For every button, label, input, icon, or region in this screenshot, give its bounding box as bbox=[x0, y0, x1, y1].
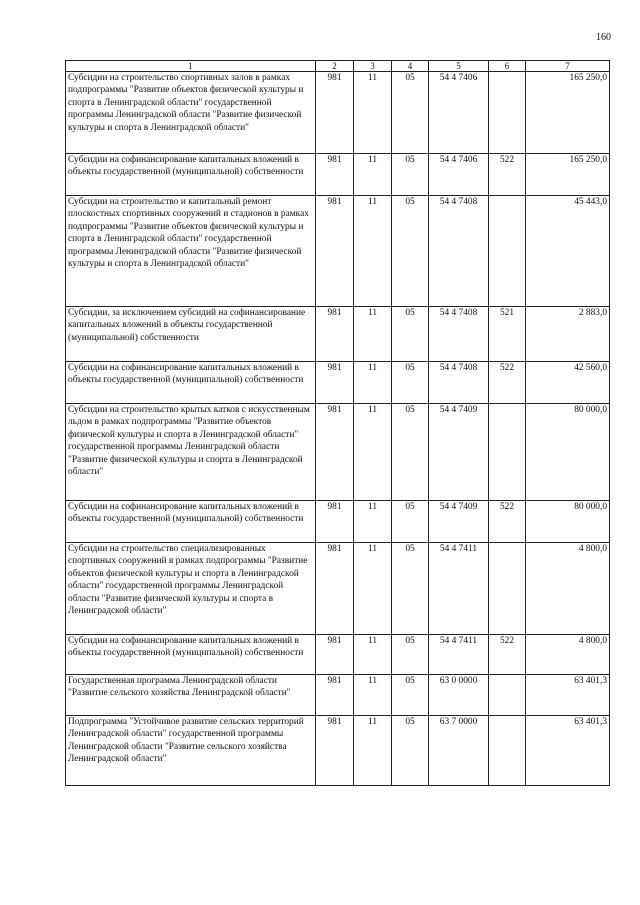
table-row bbox=[66, 154, 610, 196]
header-col-6: 6 bbox=[489, 61, 526, 72]
row-amount: 42 560,0 bbox=[526, 362, 610, 404]
row-subsection-code: 05 bbox=[392, 362, 429, 404]
table-row bbox=[66, 404, 610, 501]
row-target-article: 54 4 7411 bbox=[429, 543, 489, 635]
row-target-article: 54 4 7406 bbox=[429, 72, 489, 154]
row-section-code: 11 bbox=[354, 72, 392, 154]
row-expense-type bbox=[489, 72, 526, 154]
row-subsection-code: 05 bbox=[392, 501, 429, 543]
row-grbs-code: 981 bbox=[316, 196, 354, 307]
row-grbs-code: 981 bbox=[316, 154, 354, 196]
row-section-code: 11 bbox=[354, 362, 392, 404]
row-subsection-code: 05 bbox=[392, 196, 429, 307]
row-grbs-code: 981 bbox=[316, 501, 354, 543]
row-grbs-code: 981 bbox=[316, 543, 354, 635]
table-row bbox=[66, 543, 610, 635]
row-amount: 4 800,0 bbox=[526, 543, 610, 635]
table-row bbox=[66, 72, 610, 154]
row-target-article: 54 4 7409 bbox=[429, 501, 489, 543]
row-name: Субсидии на софинансирование капитальных вложений в объекты государственной (муниципальной) собственности bbox=[66, 154, 316, 196]
row-subsection-code: 05 bbox=[392, 635, 429, 675]
row-subsection-code: 05 bbox=[392, 154, 429, 196]
row-expense-type: 522 bbox=[489, 362, 526, 404]
table-row bbox=[66, 196, 610, 307]
row-amount: 45 443,0 bbox=[526, 196, 610, 307]
table-row bbox=[66, 501, 610, 543]
row-target-article: 63 7 0000 bbox=[429, 716, 489, 786]
row-expense-type bbox=[489, 716, 526, 786]
header-col-4: 4 bbox=[392, 61, 429, 72]
row-subsection-code: 05 bbox=[392, 543, 429, 635]
row-grbs-code: 981 bbox=[316, 72, 354, 154]
row-target-article: 54 4 7408 bbox=[429, 307, 489, 362]
row-amount: 63 401,3 bbox=[526, 675, 610, 716]
table-header bbox=[66, 61, 610, 72]
row-subsection-code: 05 bbox=[392, 675, 429, 716]
row-amount: 165 250,0 bbox=[526, 72, 610, 154]
row-target-article: 54 4 7406 bbox=[429, 154, 489, 196]
table-row bbox=[66, 675, 610, 716]
row-grbs-code: 981 bbox=[316, 675, 354, 716]
row-target-article: 54 4 7409 bbox=[429, 404, 489, 501]
page-number: 160 bbox=[596, 32, 611, 43]
row-amount: 80 000,0 bbox=[526, 404, 610, 501]
table-row bbox=[66, 307, 610, 362]
row-amount: 63 401,3 bbox=[526, 716, 610, 786]
row-name: Субсидии, за исключением субсидий на софинансирование капитальных вложений в объекты государственной (муниципальной) собственности bbox=[66, 307, 316, 362]
row-amount: 4 800,0 bbox=[526, 635, 610, 675]
row-name: Субсидии на строительство специализированных спортивных сооружений в рамках подпрограммы "Развитие объектов физической культуры и спорта в Ленинградской области" государственной программы Ленинградской области "Развитие физической культуры и спорта в Ленинградской области" bbox=[66, 543, 316, 635]
row-expense-type bbox=[489, 196, 526, 307]
row-amount: 80 000,0 bbox=[526, 501, 610, 543]
row-amount: 2 883,0 bbox=[526, 307, 610, 362]
header-row bbox=[66, 61, 610, 72]
row-grbs-code: 981 bbox=[316, 307, 354, 362]
row-subsection-code: 05 bbox=[392, 716, 429, 786]
row-name: Субсидии на строительство крытых катков с искусственным льдом в рамках подпрограммы "Развитие объектов физической культуры и спорта в Ленинградской области" государственной программы Ленинградской области "Развитие физической культуры и спорта в Ленинградской области" bbox=[66, 404, 316, 501]
row-subsection-code: 05 bbox=[392, 72, 429, 154]
row-name: Субсидии на строительство спортивных залов в рамках подпрограммы "Развитие объектов физической культуры и спорта в Ленинградской области" государственной программы Ленинградской области "Развитие физической культуры и спорта в Ленинградской области" bbox=[66, 72, 316, 154]
header-col-2: 2 bbox=[316, 61, 354, 72]
row-section-code: 11 bbox=[354, 635, 392, 675]
row-expense-type: 522 bbox=[489, 635, 526, 675]
row-name: Субсидии на софинансирование капитальных вложений в объекты государственной (муниципальной) собственности bbox=[66, 362, 316, 404]
row-section-code: 11 bbox=[354, 154, 392, 196]
row-expense-type: 522 bbox=[489, 154, 526, 196]
row-grbs-code: 981 bbox=[316, 404, 354, 501]
row-section-code: 11 bbox=[354, 196, 392, 307]
row-section-code: 11 bbox=[354, 404, 392, 501]
row-expense-type: 521 bbox=[489, 307, 526, 362]
row-grbs-code: 981 bbox=[316, 362, 354, 404]
row-name: Субсидии на софинансирование капитальных вложений в объекты государственной (муниципальной) собственности bbox=[66, 635, 316, 675]
row-name: Субсидии на строительство и капитальный ремонт плоскостных спортивных сооружений и стадионов в рамках подпрограммы "Развитие объектов физической культуры и спорта в Ленинградской области" государственной программы Ленинградской области "Развитие физической культуры и спорта в Ленинградской области" bbox=[66, 196, 316, 307]
row-expense-type bbox=[489, 543, 526, 635]
row-expense-type: 522 bbox=[489, 501, 526, 543]
row-target-article: 54 4 7408 bbox=[429, 196, 489, 307]
row-section-code: 11 bbox=[354, 675, 392, 716]
table-row bbox=[66, 362, 610, 404]
row-target-article: 54 4 7408 bbox=[429, 362, 489, 404]
row-target-article: 54 4 7411 bbox=[429, 635, 489, 675]
row-target-article: 63 0 0000 bbox=[429, 675, 489, 716]
row-expense-type bbox=[489, 675, 526, 716]
budget-table bbox=[65, 60, 610, 786]
row-amount: 165 250,0 bbox=[526, 154, 610, 196]
row-section-code: 11 bbox=[354, 716, 392, 786]
header-col-7: 7 bbox=[526, 61, 610, 72]
row-subsection-code: 05 bbox=[392, 404, 429, 501]
header-col-5: 5 bbox=[429, 61, 489, 72]
row-name: Подпрограмма "Устойчивое развитие сельских территорий Ленинградской области" государственной программы Ленинградской области "Развитие сельского хозяйства Ленинградской области" bbox=[66, 716, 316, 786]
row-expense-type bbox=[489, 404, 526, 501]
row-section-code: 11 bbox=[354, 543, 392, 635]
table-row bbox=[66, 716, 610, 786]
row-section-code: 11 bbox=[354, 501, 392, 543]
row-subsection-code: 05 bbox=[392, 307, 429, 362]
header-col-1: 1 bbox=[66, 61, 316, 72]
row-name: Государственная программа Ленинградской области "Развитие сельского хозяйства Ленинградской области" bbox=[66, 675, 316, 716]
table-body bbox=[66, 72, 610, 786]
table-row bbox=[66, 635, 610, 675]
row-grbs-code: 981 bbox=[316, 716, 354, 786]
header-col-3: 3 bbox=[354, 61, 392, 72]
row-grbs-code: 981 bbox=[316, 635, 354, 675]
row-name: Субсидии на софинансирование капитальных вложений в объекты государственной (муниципальной) собственности bbox=[66, 501, 316, 543]
row-section-code: 11 bbox=[354, 307, 392, 362]
